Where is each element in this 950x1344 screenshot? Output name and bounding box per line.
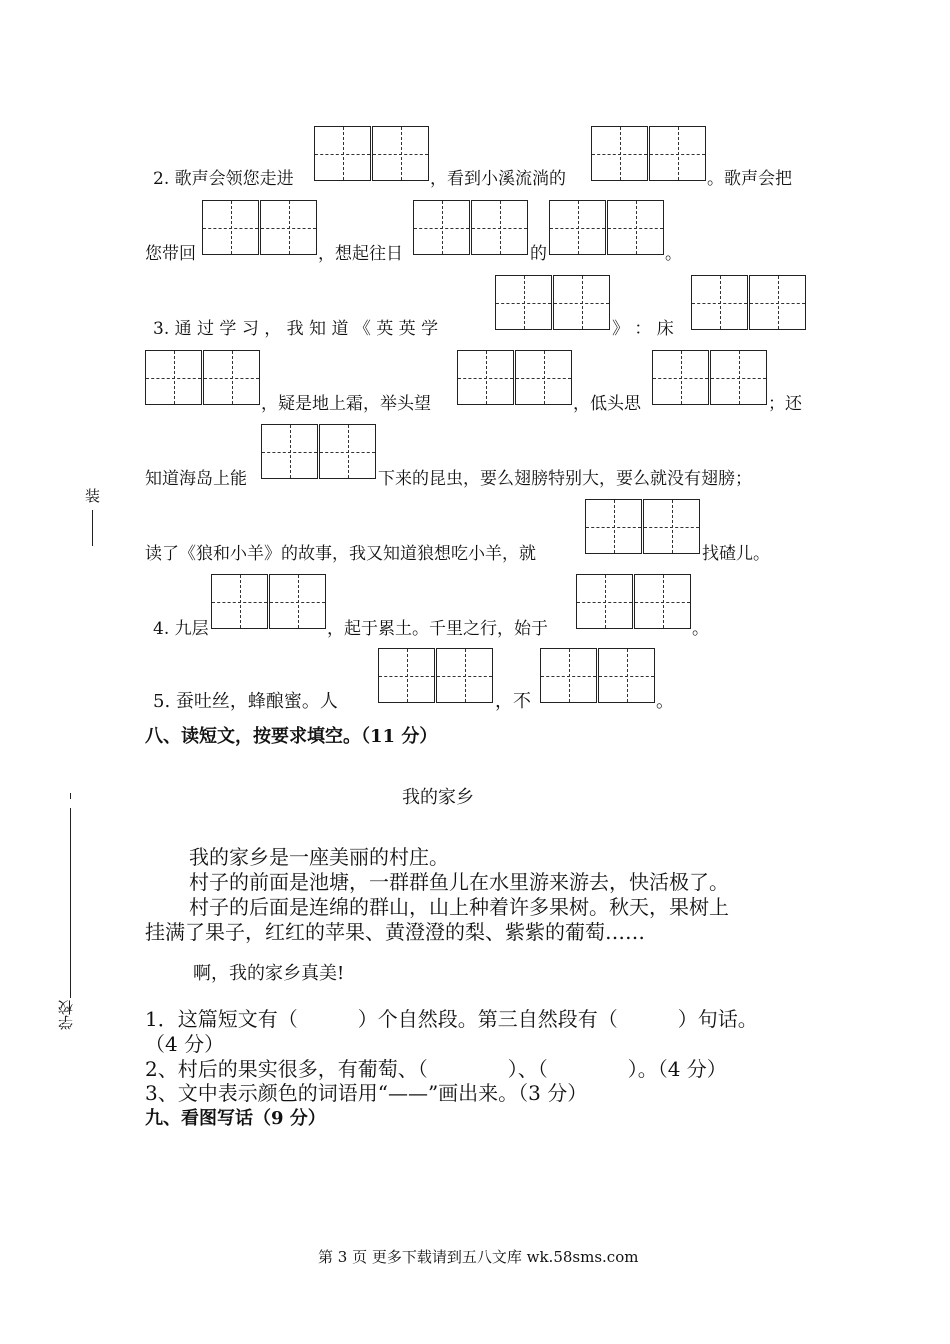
q3-line2-part3: ；还 xyxy=(768,394,802,414)
q4-part3: 。 xyxy=(692,619,709,639)
q2-cells-2[interactable] xyxy=(591,126,707,181)
q2-line1-part2: ，看到小溪流淌的 xyxy=(430,169,566,189)
q4-cells-2[interactable] xyxy=(576,574,692,629)
passage-paragraph-1: 我的家乡是一座美丽的村庄。 xyxy=(189,845,449,869)
q4-part1: 4. 九层 xyxy=(153,619,209,639)
q3-cells-7[interactable] xyxy=(585,499,701,554)
q3-cells-1[interactable] xyxy=(495,275,611,330)
section8-question-2: 2、村后的果实很多，有葡萄、（ ）、（ ）。（4 分） xyxy=(145,1057,727,1081)
q3-cells-4[interactable] xyxy=(457,350,573,405)
passage-paragraph-3-line2: 挂满了果子，红红的苹果、黄澄澄的梨、紫紫的葡萄…… xyxy=(145,920,645,944)
section8-question-1-line1: 1．这篇短文有（ ）个自然段。第三自然段有（ ）句话。 xyxy=(145,1007,758,1031)
q2-cells-3[interactable] xyxy=(202,200,318,255)
binding-line-mid xyxy=(70,793,71,799)
passage-paragraph-3-line1: 村子的后面是连绵的群山，山上种着许多果树。秋天，果树上 xyxy=(189,895,729,919)
page-footer: 第 3 页 更多下载请到五八文库 wk.58sms.com xyxy=(318,1248,639,1266)
q2-cells-4[interactable] xyxy=(413,200,529,255)
q2-line1-part3: 。歌声会把 xyxy=(707,169,792,189)
section8-question-1-line2: （4 分） xyxy=(145,1032,225,1056)
q5-part2: ，不 xyxy=(495,691,531,712)
q3-cells-3[interactable] xyxy=(145,350,261,405)
q3-line4-part2: 找碴儿。 xyxy=(702,544,770,564)
q3-line3-part2: 下来的昆虫，要么翅膀特别大，要么就没有翅膀； xyxy=(378,469,752,489)
q3-line3-part1: 知道海岛上能 xyxy=(145,469,247,489)
q5-cells-1[interactable] xyxy=(378,648,494,703)
binding-line-top xyxy=(92,510,93,546)
q4-part2: ，起于累土。千里之行，始于 xyxy=(327,619,548,639)
section8-question-3: 3、文中表示颜色的词语用“——”画出来。（3 分） xyxy=(145,1081,588,1105)
q2-line2-part3: 的 xyxy=(530,244,547,264)
section9-heading: 九、看图写话（9 分） xyxy=(145,1108,326,1129)
q3-cells-2[interactable] xyxy=(691,275,807,330)
q3-line2-part1: ，疑是地上霜，举头望 xyxy=(261,394,431,414)
binding-label-zhuang: 装 xyxy=(83,488,101,503)
q2-line2-part4: 。 xyxy=(665,244,682,264)
q3-line1-part1: 3. 通 过 学 习 ， 我 知 道 《 英 英 学 xyxy=(153,319,439,339)
q2-cells-5[interactable] xyxy=(549,200,665,255)
q5-part1: 5. 蚕吐丝，蜂酿蜜。人 xyxy=(153,691,338,712)
q5-cells-2[interactable] xyxy=(540,648,656,703)
q4-cells-1[interactable] xyxy=(211,574,327,629)
school-field-line xyxy=(70,808,71,998)
q3-cells-5[interactable] xyxy=(652,350,768,405)
section8-heading: 八、读短文，按要求填空。（11 分） xyxy=(145,726,438,747)
q5-part3: 。 xyxy=(656,691,674,712)
q3-line1-part2: 》 ： 床 xyxy=(612,319,674,339)
q2-line2-part2: ，想起往日 xyxy=(318,244,403,264)
q2-cells-1[interactable] xyxy=(314,126,430,181)
passage-paragraph-4: 啊，我的家乡真美! xyxy=(193,963,345,984)
q2-line1-part1: 2. 歌声会领您走进 xyxy=(153,169,294,189)
q2-line2-part1: 您带回 xyxy=(145,244,196,264)
q3-line4-part1: 读了《狼和小羊》的故事，我又知道狼想吃小羊，就 xyxy=(145,544,536,564)
q3-cells-6[interactable] xyxy=(261,424,377,479)
passage-paragraph-2: 村子的前面是池塘，一群群鱼儿在水里游来游去，快活极了。 xyxy=(189,870,729,894)
q3-line2-part2: ，低头思 xyxy=(573,394,641,414)
school-label: 学校 xyxy=(57,1000,75,1030)
passage-title: 我的家乡 xyxy=(402,787,474,808)
